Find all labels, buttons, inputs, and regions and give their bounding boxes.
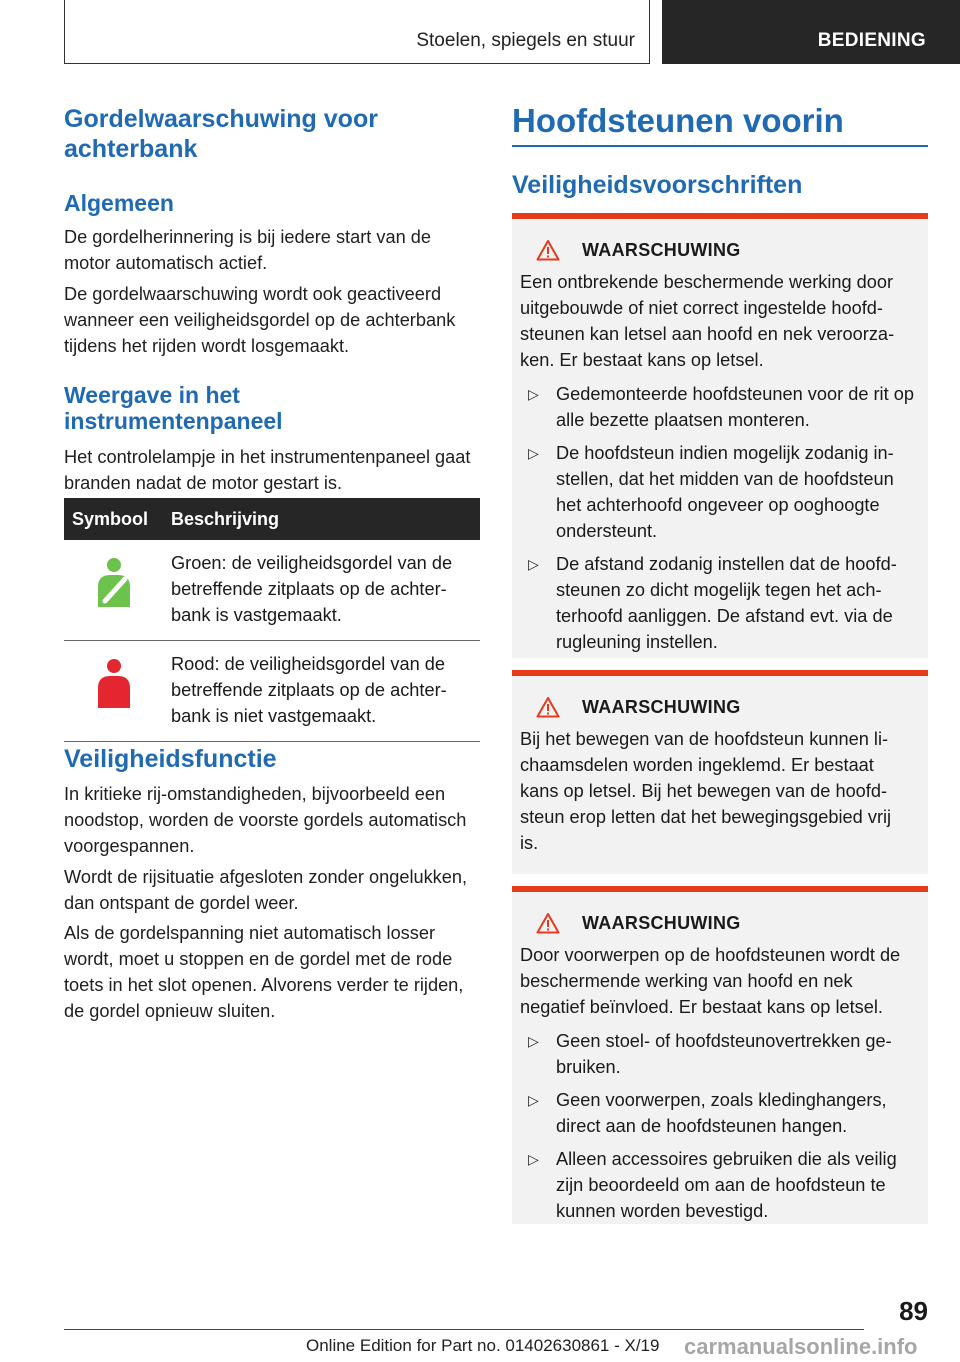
list-item: ▷ De hoofdsteun indien mogelijk zodanig instellen, dat het midden van de hoofdsteun het achterhoofd ongeveer op ooghoogte ondersteunt.	[520, 440, 914, 544]
bullet-triangle-icon: ▷	[528, 556, 539, 572]
footer-divider	[64, 1329, 864, 1330]
table-row	[64, 641, 480, 742]
warning-label: WAARSCHUWING	[582, 696, 741, 717]
warning-text: Een ontbrekende beschermende werking door uitgebouwde of niet correct ingestelde hoofdsteunen kan letsel aan hoofd en nek veroorzaken. Er bestaat kans op letsel.	[520, 272, 895, 370]
bullet-triangle-icon: ▷	[528, 445, 539, 461]
list-item: ▷ Geen voorwerpen, zoals kledinghangers, direct aan de hoofdsteunen hangen.	[520, 1087, 914, 1139]
header-chapter-title: BEDIENING	[817, 30, 926, 51]
list-item: ▷ De afstand zodanig instellen dat de hoofdsteunen zo dicht mogelijk tegen het achterhoofd aanliggen. De afstand evt. via de rugleuning instellen.	[520, 551, 914, 655]
bullet-triangle-icon: ▷	[528, 1092, 539, 1108]
display-heading: Weergave in het instrumentenpaneel	[64, 382, 283, 434]
warning-list	[520, 381, 914, 655]
table-cell-description: Groen: de veiligheidsgordel van de betreffende zitplaats op de achterbank is vastgemaakt.	[163, 540, 480, 641]
warning-triangle-icon	[536, 696, 560, 718]
bullet-triangle-icon: ▷	[528, 386, 539, 402]
general-heading: Algemeen	[64, 190, 174, 216]
warning-list	[520, 1028, 914, 1224]
safety-function-paragraph-1: In kritieke rij-omstandigheden, bijvoorbeeld een noodstop, worden de voorste gordels automatisch voorgespannen.	[64, 784, 467, 856]
headrests-title: Hoofdsteunen voorin	[512, 102, 844, 139]
page-number: 89	[899, 1296, 928, 1326]
table-row	[64, 540, 480, 641]
safety-function-paragraph-2: Wordt de rijsituatie afgesloten zonder ongelukken, dan ontspant de gordel weer.	[64, 867, 468, 913]
warning-text: Bij het bewegen van de hoofdsteun kunnen lichaamsdelen worden ingeklemd. Er bestaat kans op letsel. Bij het bewegen van de hoofdsteun erop letten dat het bewegingsgebied vrij is.	[520, 729, 892, 853]
general-paragraph-1: De gordelherinnering is bij iedere start van de motor automatisch actief.	[64, 227, 431, 273]
warning-triangle-icon	[536, 912, 560, 934]
display-paragraph: Het controlelampje in het instrumentenpaneel gaat branden nadat de motor gestart is.	[64, 447, 471, 493]
seatbelt-unfastened-red-icon	[94, 658, 134, 710]
warning-box-1	[512, 213, 928, 658]
header-chapter-box	[662, 0, 960, 64]
bullet-triangle-icon: ▷	[528, 1151, 539, 1167]
general-paragraph-2: De gordelwaarschuwing wordt ook geactiveerd wanneer een veiligheidsgordel op de achterbank tijdens het rijden wordt losgemaakt.	[64, 284, 456, 356]
safety-function-heading: Veiligheidsfunctie	[64, 745, 277, 773]
warning-triangle-icon	[536, 239, 560, 261]
edition-text: Online Edition for Part no. 01402630861 - X/19	[306, 1336, 660, 1355]
list-item: ▷ Gedemonteerde hoofdsteunen voor de rit op alle bezette plaatsen monteren.	[520, 381, 914, 433]
list-item: ▷ Alleen accessoires gebruiken die als veilig zijn beoordeeld om aan de hoofdsteun te kunnen worden bevestigd.	[520, 1146, 914, 1224]
symbol-table	[64, 498, 480, 742]
table-cell-description: Rood: de veiligheidsgordel van de betreffende zitplaats op de achterbank is niet vastgemaakt.	[163, 641, 480, 742]
warning-box-2	[512, 670, 928, 874]
table-header-symbol: Symbool	[64, 498, 163, 540]
warning-label: WAARSCHUWING	[582, 239, 741, 260]
seatbelt-fastened-green-icon	[94, 557, 134, 609]
warning-label: WAARSCHUWING	[582, 912, 741, 933]
table-cell-symbol	[64, 540, 163, 641]
header-section-title: Stoelen, spiegels en stuur	[416, 30, 635, 51]
safety-function-paragraph-3: Als de gordelspanning niet automatisch losser wordt, moet u stoppen en de gordel met de rode toets in het slot openen. Alvorens verder te rijden, de gordel opnieuw sluiten.	[64, 923, 464, 1021]
watermark: carmanualsonline.info	[684, 1334, 918, 1359]
table-cell-symbol	[64, 641, 163, 742]
seatbelt-warning-title: Gordelwaarschuwing voor achterbank	[64, 105, 378, 163]
title-divider	[512, 145, 928, 147]
warning-text: Door voorwerpen op de hoofdsteunen wordt de beschermende werking van hoofd en nek negatief beïnvloed. Er bestaat kans op letsel.	[520, 945, 901, 1017]
header-section-box	[64, 0, 650, 64]
table-header-description: Beschrijving	[163, 498, 480, 540]
list-item: ▷ Geen stoel- of hoofdsteunovertrekken gebruiken.	[520, 1028, 914, 1080]
warning-box-3	[512, 886, 928, 1224]
bullet-triangle-icon: ▷	[528, 1033, 539, 1049]
safety-rules-heading: Veiligheidsvoorschriften	[512, 171, 803, 199]
